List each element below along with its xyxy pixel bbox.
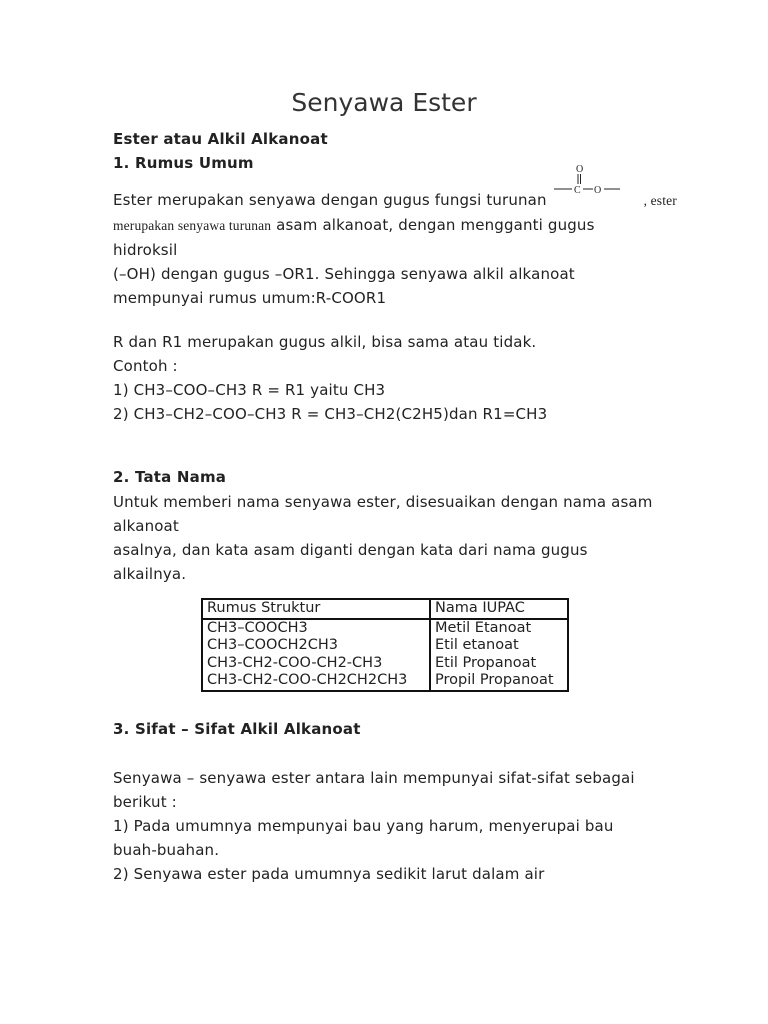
paragraph-line: Contoh : (113, 357, 178, 375)
paragraph-line: Senyawa – senyawa ester antara lain mempunyai sifat-sifat sebagai (113, 769, 635, 787)
paragraph-line: mempunyai rumus umum:R-COOR1 (113, 289, 387, 307)
paragraph-line (113, 213, 673, 238)
table-cell: Metil Etanoat (430, 619, 568, 638)
paragraph-text: , ester (643, 193, 677, 208)
formula-carbon: C (573, 185, 581, 196)
table-cell: CH3-CH2-COO-CH2-CH3 (202, 655, 430, 673)
table-row (202, 655, 568, 673)
paragraph-line (113, 164, 677, 213)
table-cell: CH3–COOCH2CH3 (202, 637, 430, 655)
table-cell: CH3-CH2-COO-CH2CH2CH3 (202, 672, 430, 691)
paragraph-line: buah-buahan. (113, 841, 220, 859)
paragraph-line: alkailnya. (113, 565, 187, 583)
table-cell: Etil etanoat (430, 637, 568, 655)
table-header-cell: Nama IUPAC (430, 599, 568, 619)
paragraph-line: R dan R1 merupakan gugus alkil, bisa sama atau tidak. (113, 333, 537, 351)
section3-paragraph (113, 766, 673, 886)
formula-ether-oxygen: O (593, 185, 601, 196)
paragraph-line: asalnya, dan kata asam diganti dengan kata dari nama gugus (113, 541, 588, 559)
property-line-2: 2) Senyawa ester pada umumnya sedikit larut dalam air (113, 865, 545, 883)
section1-paragraph2 (113, 330, 673, 426)
subtitle-heading: Ester atau Alkil Alkanoat (113, 130, 328, 148)
formula-carbonyl-oxygen: O (575, 164, 583, 175)
paragraph-line: hidroksil (113, 241, 178, 259)
example-line-2: 2) CH3–CH2–COO–CH3 R = CH3–CH2(C2H5)dan R1=CH3 (113, 405, 548, 423)
table-header-row (202, 599, 568, 619)
table-header-cell: Rumus Struktur (202, 599, 430, 619)
document-title: Senyawa Ester (291, 88, 477, 117)
ester-formula-graphic (552, 163, 644, 203)
paragraph-line: alkanoat (113, 517, 179, 535)
table-row (202, 672, 568, 691)
paragraph-line: (–OH) dengan gugus –OR1. Sehingga senyawa alkil alkanoat (113, 265, 575, 283)
paragraph-line: berikut : (113, 793, 177, 811)
example-line-1: 1) CH3–COO–CH3 R = R1 yaitu CH3 (113, 381, 386, 399)
property-line-1: 1) Pada umumnya mempunyai bau yang harum, menyerupai bau (113, 817, 614, 835)
table-cell: Propil Propanoat (430, 672, 568, 691)
paragraph-text: asam alkanoat, dengan mengganti gugus (271, 216, 595, 234)
section2-heading: 2. Tata Nama (113, 468, 227, 486)
table-cell: CH3–COOCH3 (202, 619, 430, 638)
section1-paragraph1 (113, 164, 677, 310)
table-cell: Etil Propanoat (430, 655, 568, 673)
paragraph-text: Ester merupakan senyawa dengan gugus fungsi turunan (113, 191, 547, 209)
section1-heading: 1. Rumus Umum (113, 154, 254, 172)
paragraph-text-serif: merupakan senyawa turunan (113, 218, 272, 233)
section3-heading: 3. Sifat – Sifat Alkil Alkanoat (113, 720, 361, 738)
table-row (202, 619, 568, 638)
paragraph-line: Untuk memberi nama senyawa ester, disesuaikan dengan nama asam (113, 493, 653, 511)
table-row (202, 637, 568, 655)
iupac-naming-table (201, 598, 569, 692)
section2-paragraph (113, 490, 673, 586)
ester-functional-group-formula (552, 164, 644, 205)
